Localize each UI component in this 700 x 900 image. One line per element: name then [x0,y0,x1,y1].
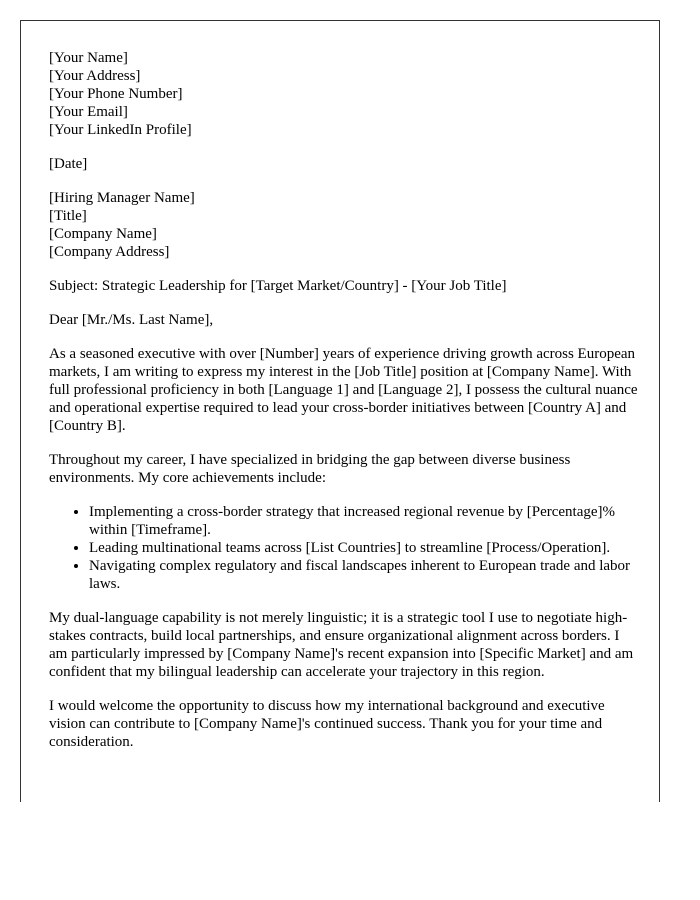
date-block [49,155,641,173]
sender-block [49,49,641,139]
list-item: • Navigating complex regulatory and fiscal landscapes inherent to European trade and labor laws. [89,557,641,593]
dual-language-paragraph: My dual-language capability is not merely linguistic; it is a strategic tool I use to negotiate high-stakes contracts, build local partnerships, and ensure organizational alignment across borders. I am particularly impressed by [Company Name]'s recent expansion into [Specific Market] and am confident that my bilingual leadership can accelerate your trajectory in this region. [49,610,634,680]
achievements-list [49,503,641,593]
letter-page [20,20,660,802]
list-item: • Implementing a cross-border strategy that increased regional revenue by [Percentage]% within [Timeframe]. [89,503,641,539]
recipient-title: [Title] [49,208,87,224]
sender-phone: [Your Phone Number] [49,86,183,102]
intro-paragraph: As a seasoned executive with over [Number] years of experience driving growth across European markets, I am writing to express my interest in the [Job Title] position at [Company Name]. With full professional proficiency in both [Language 1] and [Language 2], I possess the cultural nuance and operational expertise required to lead your cross-border initiatives between [Country A] and [Country B]. [49,346,638,434]
recipient-company: [Company Name] [49,226,157,242]
sender-email: [Your Email] [49,104,128,120]
salutation: Dear [Mr./Ms. Last Name], [49,312,214,328]
recipient-block [49,189,641,261]
closing-paragraph: I would welcome the opportunity to discuss how my international background and executive vision can contribute to [Company Name]'s continued success. Thank you for your time and consideration. [49,698,605,750]
sender-name: [Your Name] [49,50,128,66]
list-item: • Leading multinational teams across [List Countries] to streamline [Process/Operation]. [89,539,641,557]
career-paragraph: Throughout my career, I have specialized in bridging the gap between diverse business environments. My core achievements include: [49,452,571,486]
subject-line: Subject: Strategic Leadership for [Target Market/Country] - [Your Job Title] [49,278,507,294]
letter-content [49,49,641,767]
sender-address: [Your Address] [49,68,141,84]
letter-date: [Date] [49,156,88,172]
recipient-address: [Company Address] [49,244,170,260]
sender-linkedin: [Your LinkedIn Profile] [49,122,192,138]
recipient-manager: [Hiring Manager Name] [49,190,195,206]
